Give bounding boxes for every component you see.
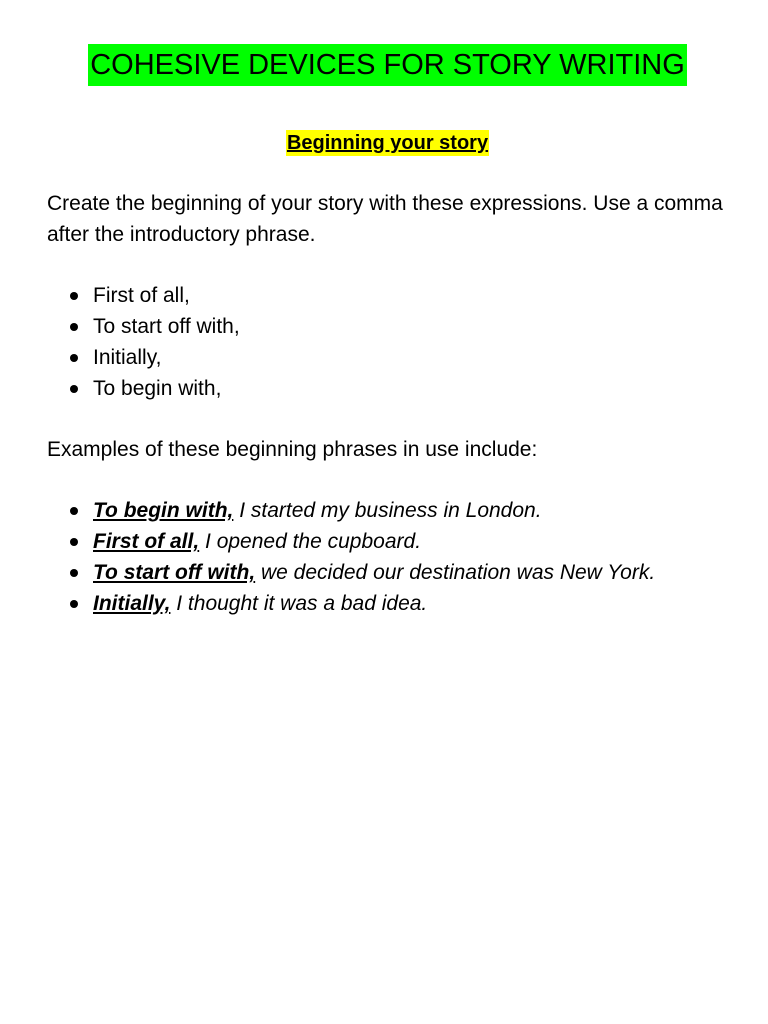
list-item — [47, 526, 728, 557]
bullet-icon — [70, 323, 78, 331]
example-phrase: First of all, — [93, 530, 200, 553]
example-phrase: To begin with, — [93, 499, 234, 522]
examples-intro: Examples of these beginning phrases in use include: — [47, 438, 538, 461]
section-heading: Beginning your story — [286, 132, 489, 154]
list-item — [47, 557, 728, 588]
list-item — [47, 342, 728, 373]
list-item — [47, 373, 728, 404]
bullet-icon — [70, 569, 78, 577]
subtitle-container — [47, 130, 728, 156]
phrase-text: To start off with, — [93, 315, 240, 338]
title-container — [47, 0, 728, 86]
list-item — [47, 311, 728, 342]
page-title: COHESIVE DEVICES FOR STORY WRITING — [88, 44, 687, 86]
phrase-list — [47, 280, 728, 404]
bullet-icon — [70, 354, 78, 362]
bullet-icon — [70, 538, 78, 546]
example-phrase: Initially, — [93, 592, 171, 615]
bullet-icon — [70, 292, 78, 300]
phrase-text: First of all, — [93, 284, 190, 307]
example-phrase: To start off with, — [93, 561, 256, 584]
list-item — [47, 280, 728, 311]
example-sentence: I thought it was a bad idea. — [170, 592, 428, 615]
example-sentence: I opened the cupboard. — [199, 530, 422, 553]
list-item — [47, 588, 728, 619]
example-list — [47, 495, 728, 619]
bullet-icon — [70, 507, 78, 515]
bullet-icon — [70, 385, 78, 393]
phrase-text: To begin with, — [93, 377, 222, 400]
example-sentence: we decided our destination was New York. — [255, 561, 656, 584]
list-item — [47, 495, 728, 526]
example-sentence: I started my business in London. — [233, 499, 542, 522]
phrase-text: Initially, — [93, 346, 162, 369]
intro-paragraph: Create the beginning of your story with these expressions. Use a comma after the introductory phrase. — [47, 192, 723, 246]
bullet-icon — [70, 600, 78, 608]
